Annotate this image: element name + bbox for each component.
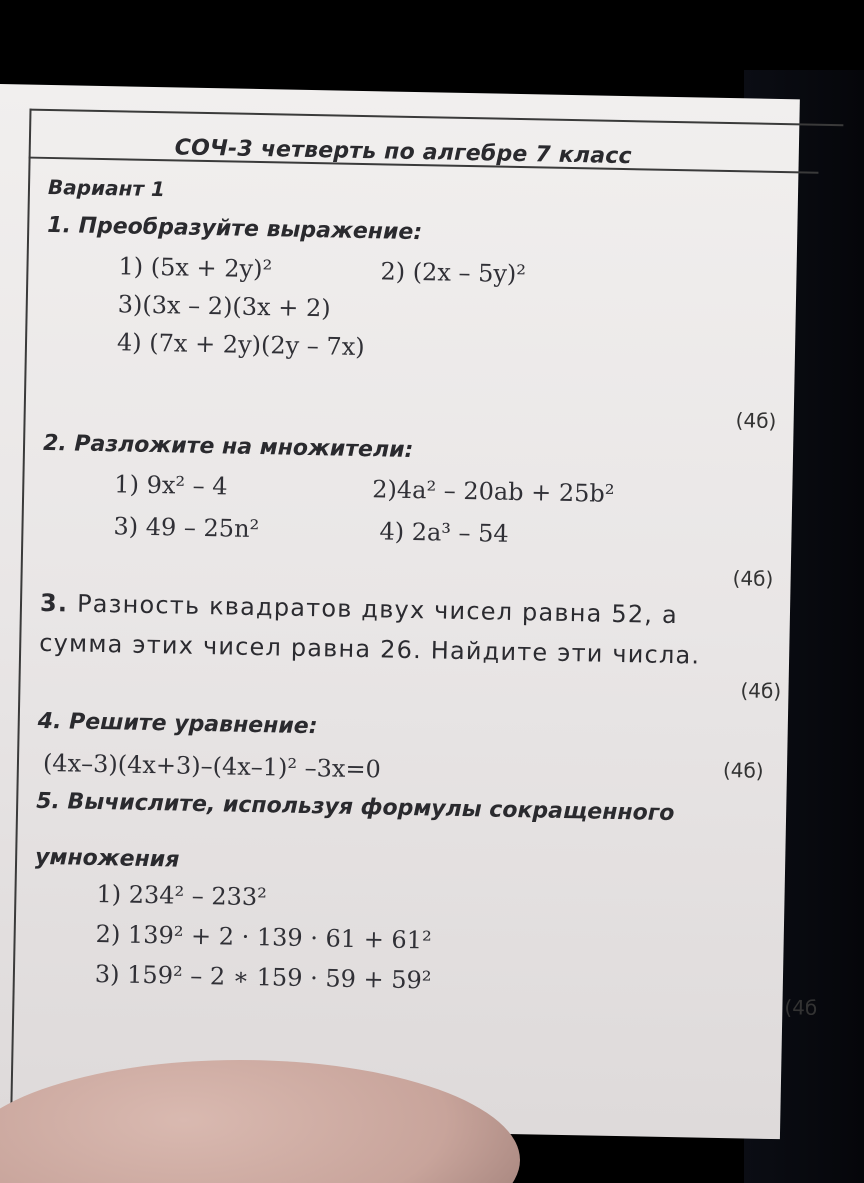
task-5-heading-line-1: 5. Вычислите, используя формулы сокращенного xyxy=(35,788,675,827)
sheet-title: СОЧ-3 четверть по алгебре 7 класс xyxy=(174,135,632,170)
task-5-points: (4б xyxy=(784,995,818,1020)
task-4-heading: 4. Решите уравнение: xyxy=(37,708,318,740)
task-2-item-2: 2)4a² – 20ab + 25b² xyxy=(372,475,615,508)
task-5-heading-line-2: умножения xyxy=(34,844,180,873)
variant-label: Вариант 1 xyxy=(47,174,166,202)
task-5-item-2: 2) 139² + 2 · 139 · 61 + 61² xyxy=(95,919,432,955)
task-1-points: (4б) xyxy=(735,408,777,433)
task-3-text-1: Разность квадратов двух чисел равна 52, а xyxy=(76,589,679,630)
task-1-item-2: 2) (2x – 5y)² xyxy=(380,257,527,289)
task-1-heading: 1. Преобразуйте выражение: xyxy=(47,212,423,246)
task-5-item-1: 1) 234² – 233² xyxy=(96,880,268,912)
task-5-item-3: 3) 159² – 2 ∗ 159 · 59 + 59² xyxy=(94,959,432,995)
task-4-points: (4б) xyxy=(722,758,764,783)
task-1-item-1: 1) (5x + 2y)² xyxy=(118,252,273,284)
task-1-item-4: 4) (7x + 2y)(2y – 7x) xyxy=(116,328,365,362)
task-3-line-2: сумма этих чисел равна 26. Найдите эти числа. xyxy=(39,628,701,670)
exam-sheet xyxy=(0,84,818,1139)
task-2-item-4: 4) 2a³ – 54 xyxy=(379,517,509,548)
task-1-item-3: 3)(3x – 2)(3x + 2) xyxy=(117,290,331,323)
task-3-number: 3. xyxy=(39,588,69,618)
task-2-points: (4б) xyxy=(732,566,774,591)
task-2-item-3: 3) 49 – 25n² xyxy=(113,512,260,544)
task-3-points: (4б) xyxy=(740,678,782,704)
task-2-heading: 2. Разложите на множители: xyxy=(42,430,414,463)
task-4-equation: (4x–3)(4x+3)–(4x–1)² –3x=0 xyxy=(42,748,382,784)
task-2-item-1: 1) 9x² – 4 xyxy=(114,470,228,501)
